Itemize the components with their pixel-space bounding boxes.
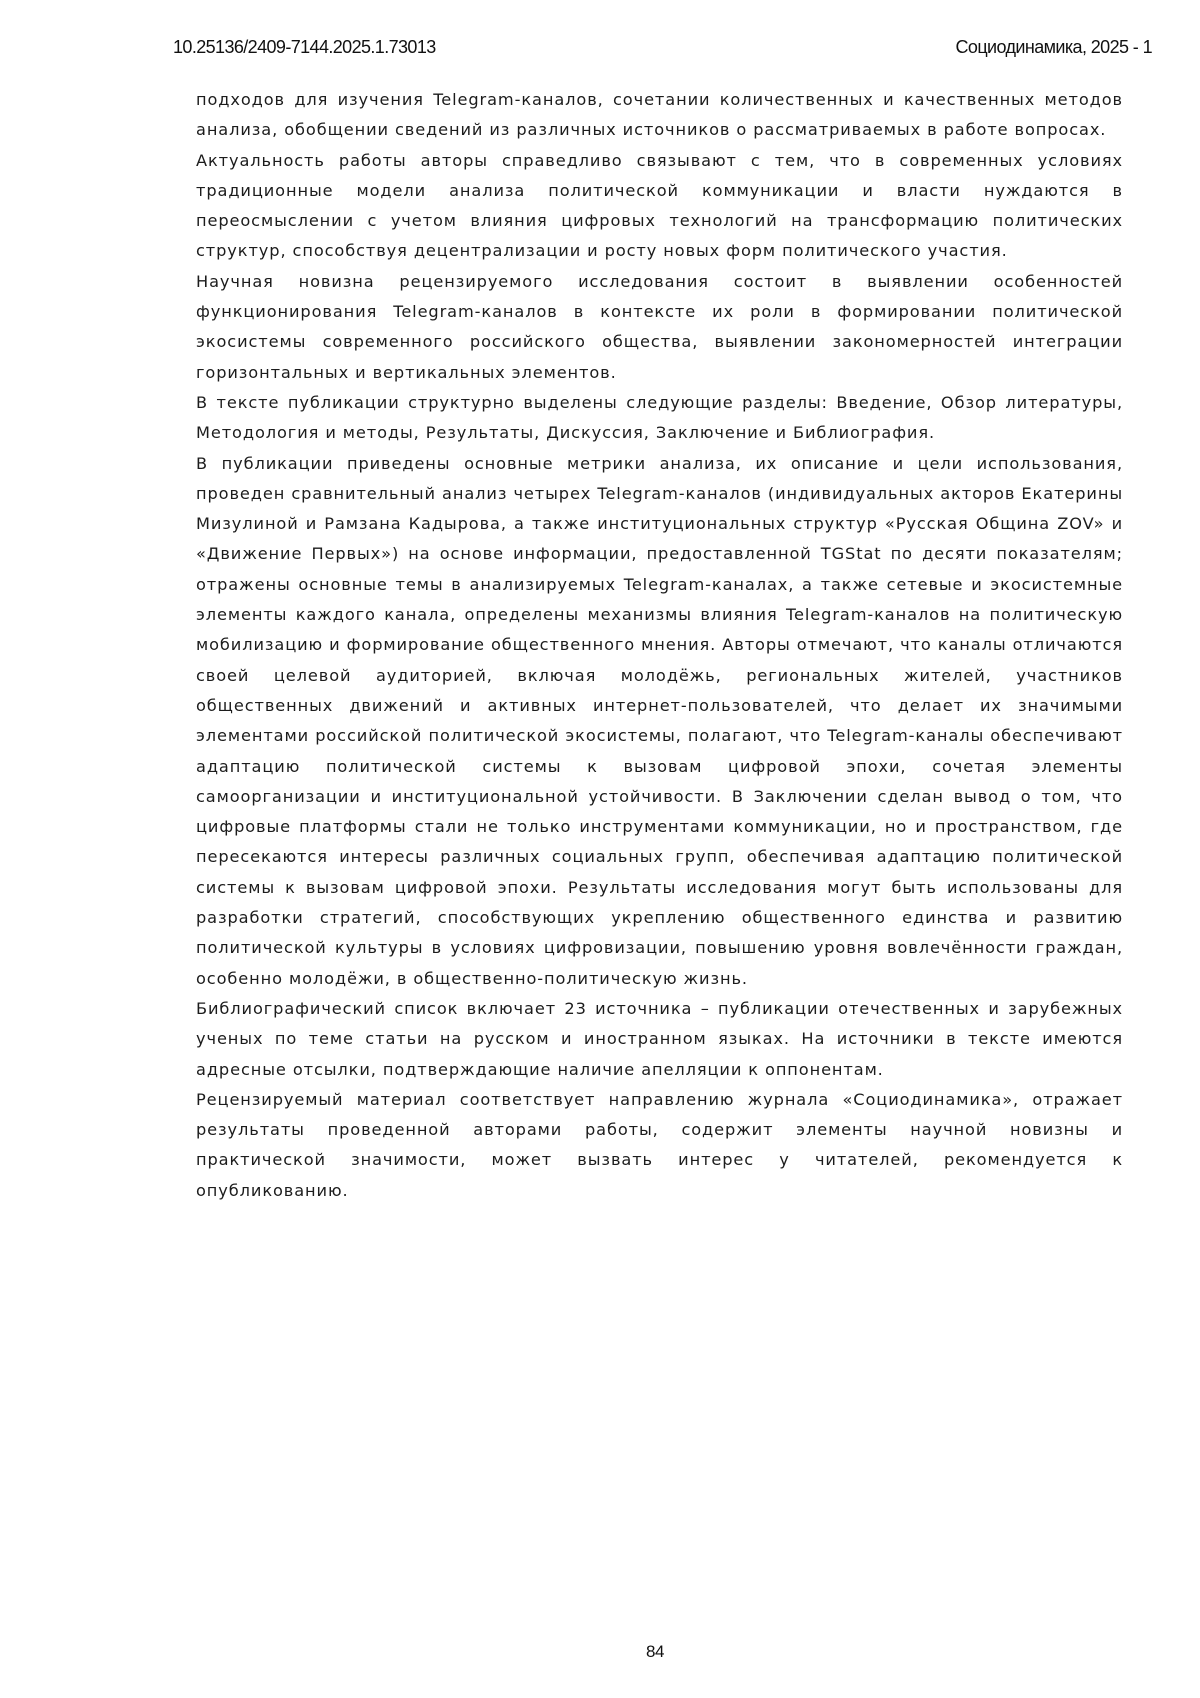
paragraph-conclusion: Рецензируемый материал соответствует направлению журнала «Социодинамика», отражает результаты проведенной авторами работы, содержит элементы научной новизны и практической значимости, может вызвать интерес у читателей, рекомендуется к опубликованию. bbox=[196, 1085, 1123, 1206]
paragraph-methods-continuation: подходов для изучения Telegram-каналов, сочетании количественных и качественных методов анализа, обобщении сведений из различных источников о рассматриваемых в работе вопросах. bbox=[196, 85, 1123, 146]
running-header bbox=[173, 37, 1152, 61]
paragraph-structure: В тексте публикации структурно выделены следующие разделы: Введение, Обзор литературы, Методология и методы, Результаты, Дискуссия, Заключение и Библиография. bbox=[196, 388, 1123, 449]
review-body bbox=[196, 85, 1123, 1206]
paragraph-relevance: Актуальность работы авторы справедливо связывают с тем, что в современных условиях традиционные модели анализа политической коммуникации и власти нуждаются в переосмыслении с учетом влияния цифровых технологий на трансформацию политических структур, способствуя децентрализации и росту новых форм политического участия. bbox=[196, 146, 1123, 267]
paragraph-bibliography: Библиографический список включает 23 источника – публикации отечественных и зарубежных ученых по теме статьи на русском и иностранном языках. На источники в тексте имеются адресные отсылки, подтверждающие наличие апелляции к оппонентам. bbox=[196, 994, 1123, 1085]
journal-issue-label: Социодинамика, 2025 - 1 bbox=[956, 37, 1152, 58]
document-page bbox=[0, 0, 1200, 1698]
doi-label: 10.25136/2409-7144.2025.1.73013 bbox=[173, 37, 436, 58]
page-number: 84 bbox=[55, 1642, 1200, 1662]
paragraph-content-summary: В публикации приведены основные метрики анализа, их описание и цели использования, проведен сравнительный анализ четырех Telegram-каналов (индивидуальных акторов Екатерины Мизулиной и Рамзана Кадырова, а также институциональных структур «Русская Община ZOV» и «Движение Первых») на основе информации, предоставленной TGStat по десяти показателям; отражены основные темы в анализируемых Telegram-каналах, а также сетевые и экосистемные элементы каждого канала, определены механизмы влияния Telegram-каналов на политическую мобилизацию и формирование общественного мнения. Авторы отмечают, что каналы отличаются своей целевой аудиторией, включая молодёжь, региональных жителей, участников общественных движений и активных интернет-пользователей, что делает их значимыми элементами российской политической экосистемы, полагают, что Telegram-каналы обеспечивают адаптацию политической системы к вызовам цифровой эпохи, сочетая элементы самоорганизации и институциональной устойчивости. В Заключении сделан вывод о том, что цифровые платформы стали не только инструментами коммуникации, но и пространством, где пересекаются интересы различных социальных групп, обеспечивая адаптацию политической системы к вызовам цифровой эпохи. Результаты исследования могут быть использованы для разработки стратегий, способствующих укреплению общественного единства и развитию политической культуры в условиях цифровизации, повышению уровня вовлечённости граждан, особенно молодёжи, в общественно-политическую жизнь. bbox=[196, 449, 1123, 994]
paragraph-novelty: Научная новизна рецензируемого исследования состоит в выявлении особенностей функционирования Telegram-каналов в контексте их роли в формировании политической экосистемы современного российского общества, выявлении закономерностей интеграции горизонтальных и вертикальных элементов. bbox=[196, 267, 1123, 388]
